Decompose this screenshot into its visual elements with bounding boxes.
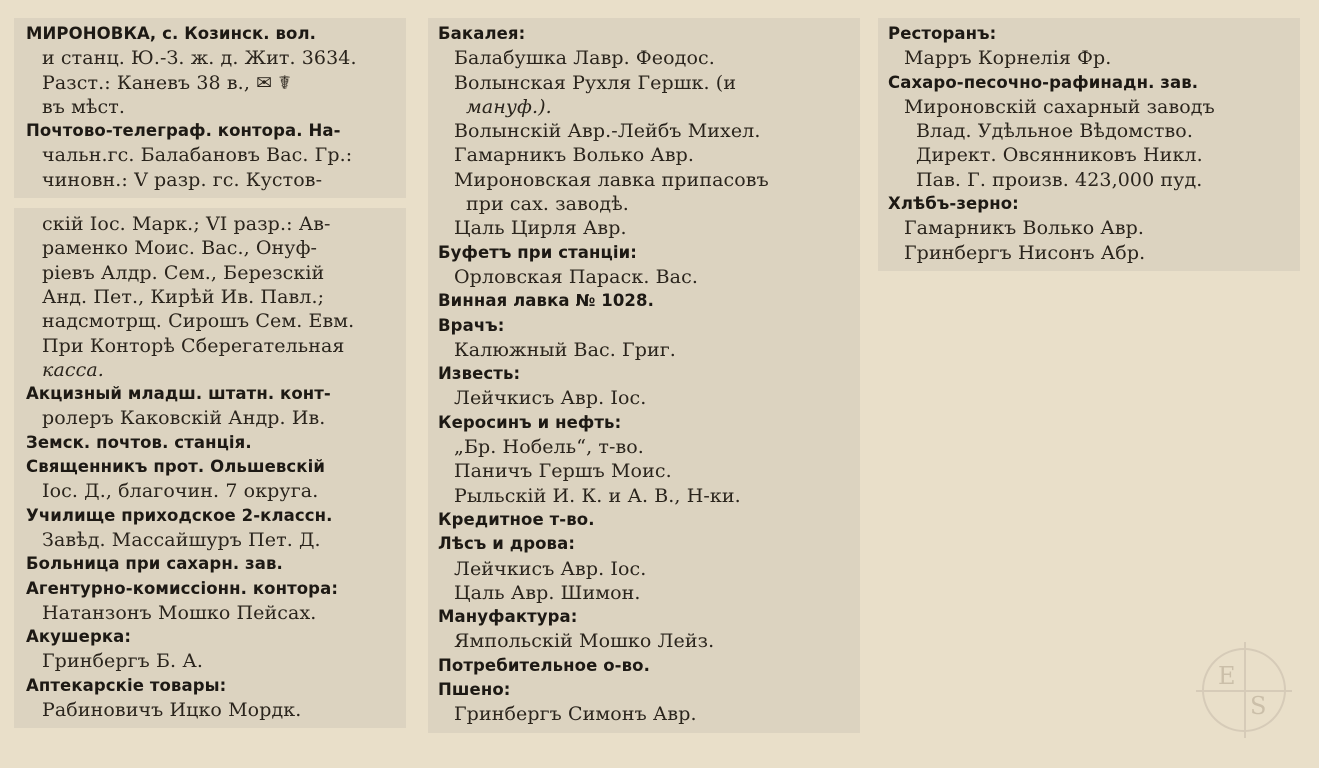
entry-line: Гамарникъ Волько Авр. — [454, 144, 695, 167]
entry-line: Балабушка Лавр. Феодос. — [454, 47, 715, 70]
entry-line: Завѣд. Массайшуръ Пет. Д. — [42, 528, 321, 551]
column-1-top-block — [14, 18, 406, 198]
entry-heading: Акцизный младш. штатн. конт- — [26, 384, 331, 404]
entry-line: Влад. Удѣльное Вѣдомство. — [916, 120, 1193, 143]
entry-line: касса. — [42, 358, 104, 381]
entry-line: Волынская Рухля Гершк. (и — [454, 71, 737, 94]
entry-line: Разст.: Каневъ 38 в., ✉ ☤ — [42, 71, 292, 94]
entry-line: Гринбергъ Б. А. — [42, 650, 203, 673]
entry-line: ріевъ Алдр. Сем., Березскій — [42, 261, 325, 284]
entry-line: Гринбергъ Нисонъ Абр. — [904, 241, 1146, 264]
entry-heading: Училище приходское 2-классн. — [26, 505, 333, 525]
entry-heading: Кредитное т-во. — [438, 509, 595, 529]
entry-heading: Аптекарскіе товары: — [26, 675, 227, 695]
entry-line: чальн.гс. Балабановъ Вас. Гр.: — [42, 144, 353, 167]
entry-line: Цаль Авр. Шимон. — [454, 581, 641, 604]
entry-heading: Бакалея: — [438, 24, 526, 43]
entry-line: Цаль Цирля Авр. — [454, 217, 627, 240]
entry-heading: Ресторанъ: — [888, 24, 997, 43]
column-2-block — [428, 18, 860, 733]
entry-line: Натанзонъ Мошко Пейсах. — [42, 601, 317, 624]
entry-line: Гамарникъ Волько Авр. — [904, 217, 1145, 240]
entry-line: Рабиновичъ Ицко Мордк. — [42, 699, 302, 722]
entry-line: Ямпольскій Мошко Лейз. — [454, 630, 715, 653]
entry-line: Мироновскій сахарный заводъ — [904, 95, 1215, 118]
column-3 — [878, 18, 1300, 271]
entry-heading: МИРОНОВКА, с. Козинск. вол. — [26, 24, 317, 43]
es-watermark-seal — [1202, 648, 1286, 732]
entry-heading: Священникъ прот. Ольшевскій — [26, 457, 325, 477]
column-1 — [14, 18, 406, 728]
entry-line: Марръ Корнелія Фр. — [904, 47, 1112, 70]
entry-heading: Больница при сахарн. зав. — [26, 554, 283, 574]
entry-heading: Акушерка: — [26, 627, 132, 647]
entry-line: Паничъ Гершъ Моис. — [454, 460, 672, 483]
entry-line: скій Іос. Марк.; VI разр.: Ав- — [42, 213, 331, 236]
entry-line: Пав. Г. произв. 423,000 пуд. — [916, 168, 1203, 191]
entry-line: „Бр. Нобель“, т-во. — [454, 436, 644, 459]
entry-line: Лейчкисъ Авр. Іос. — [454, 557, 647, 580]
entry-line: при сах. заводѣ. — [466, 193, 629, 216]
entry-line: При Конторѣ Сберегательная — [42, 334, 345, 357]
entry-line: Іос. Д., благочин. 7 округа. — [42, 480, 319, 503]
column-2 — [428, 18, 860, 733]
entry-line: мануф.). — [466, 95, 552, 118]
entry-line: Мироновская лавка припасовъ — [454, 168, 769, 191]
entry-line: Лейчкисъ Авр. Іос. — [454, 387, 647, 410]
entry-heading: Врачъ: — [438, 315, 505, 335]
entry-line: Орловская Параск. Вас. — [454, 265, 698, 288]
entry-line: и станц. Ю.-З. ж. д. Жит. 3634. — [42, 47, 357, 70]
entry-heading: Пшено: — [438, 680, 511, 700]
entry-heading: Лѣсъ и дрова: — [438, 534, 576, 554]
entry-line: Анд. Пет., Кирѣй Ив. Павл.; — [42, 285, 325, 308]
entry-line: въ мѣст. — [42, 95, 126, 118]
seal-letter-s: S — [1250, 692, 1267, 720]
entry-line: Калюжный Вас. Григ. — [454, 338, 676, 361]
entry-line: Рыльскій И. К. и А. В., Н-ки. — [454, 484, 741, 507]
entry-line: ролеръ Каковскій Андр. Ив. — [42, 407, 326, 430]
entry-heading: Известь: — [438, 364, 521, 384]
entry-line: чиновн.: V разр. гс. Кустов- — [42, 168, 323, 191]
entry-line: Волынскій Авр.-Лейбъ Михел. — [454, 120, 761, 143]
entry-line: раменко Моис. Вас., Онуф- — [42, 237, 318, 260]
entry-heading: Сахаро-песочно-рафинадн. зав. — [888, 72, 1199, 92]
entry-heading: Мануфактура: — [438, 607, 578, 627]
entry-heading: Агентурно-комиссіонн. контора: — [26, 578, 339, 598]
entry-line: Директ. Овсянниковъ Никл. — [916, 144, 1203, 167]
entry-heading: Почтово-телеграф. контора. На- — [26, 121, 341, 141]
entry-heading: Винная лавка № 1028. — [438, 291, 654, 311]
entry-heading: Земск. почтов. станція. — [26, 432, 252, 452]
column-1-bottom-block — [14, 208, 406, 728]
entry-heading: Буфетъ при станціи: — [438, 242, 637, 262]
entry-heading: Хлѣбъ-зерно: — [888, 194, 1019, 214]
seal-letter-e: E — [1218, 662, 1236, 690]
entry-line: Гринбергъ Симонъ Авр. — [454, 703, 697, 726]
column-3-block — [878, 18, 1300, 271]
entry-heading: Керосинъ и нефть: — [438, 412, 622, 432]
entry-heading: Потребительное о-во. — [438, 655, 650, 675]
entry-line: надсмотрщ. Сирошъ Сем. Евм. — [42, 310, 355, 333]
